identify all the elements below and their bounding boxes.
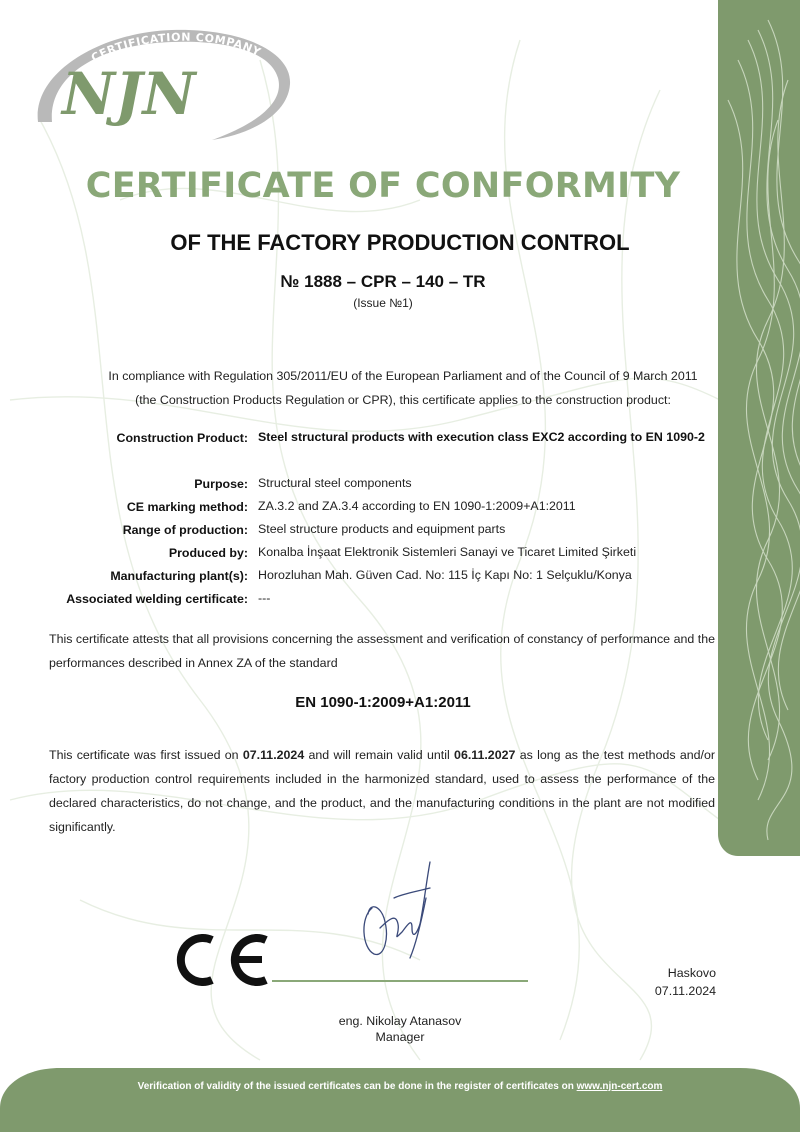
label-range-of-production: Range of production: [122,523,248,537]
value-purpose: Structural steel components [258,476,412,490]
certificate-title: CERTIFICATE OF CONFORMITY [85,166,681,206]
attestation-text: This certificate attests that all provisions concerning the assessment and verification of constancy of performance and the performances described in Annex ZA of the standard [49,632,715,670]
footer-website-link[interactable]: www.njn-cert.com [576,1081,663,1092]
value-produced-by: Konalba İnşaat Elektronik Sistemleri Sanayi ve Ticaret Limited Şirketi [258,545,637,559]
side-decoration-band [718,0,800,856]
intro-line-1: In compliance with Regulation 305/2011/EU of the European Parliament and of the Council of 9 March 2011 [108,369,698,383]
valid-until-date: 06.11.2027 [454,748,516,762]
label-ce-marking-method: CE marking method: [126,500,248,514]
logo-company-text: CERTIFICATION COMPANY [88,30,264,65]
ce-mark-icon [166,932,274,988]
signer-name: eng. Nikolay Atanasov [338,1014,462,1028]
value-welding-certificate: --- [258,591,271,605]
value-manufacturing-plant: Horozluhan Mah. Güven Cad. No: 115 İç Kapı No: 1 Selçuklu/Konya [258,568,632,582]
intro-line-2: (the Construction Products Regulation or CPR), this certificate applies to the construction product: [135,393,671,407]
signature-image [350,858,440,968]
signer-role: Manager [375,1030,425,1044]
signature-line [272,980,528,982]
certificate-subtitle: OF THE FACTORY PRODUCTION CONTROL [170,230,630,255]
issued-date: 07.11.2024 [242,748,305,762]
footer-band [0,1068,800,1132]
validity-text [49,743,715,839]
validity-part-3: as long as the test methods and/or factory production control requirements included in the harmonized standard, used to assess the performance of the declared characteristics, do not change, and the product, and the manufacturing conditions in the plant are not modified significantly. [49,748,715,834]
certificate-number: № 1888 – CPR – 140 – TR [280,272,486,291]
label-produced-by: Produced by: [168,546,248,560]
label-purpose: Purpose: [194,477,248,491]
issue-number: (Issue №1) [353,296,413,310]
place-date: 07.11.2024 [654,984,716,998]
intro-text [40,364,766,412]
validity-part-1: This certificate was first issued on [49,748,243,762]
label-welding-certificate: Associated welding certificate: [66,592,248,606]
value-construction-product: Steel structural products with execution class EXC2 according to EN 1090-2 [258,430,705,444]
place-city: Haskovo [667,966,716,980]
label-manufacturing-plant: Manufacturing plant(s): [110,569,248,583]
value-range-of-production: Steel structure products and equipment parts [258,522,506,536]
label-construction-product: Construction Product: [116,431,248,445]
value-ce-marking-method: ZA.3.2 and ZA.3.4 according to EN 1090-1:2009+A1:2011 [258,499,576,513]
njn-logo [22,22,312,162]
footer-verification-text [0,1081,800,1092]
logo-letters: NJN [62,60,196,128]
validity-part-2: and will remain valid until [304,748,455,762]
footer-text: Verification of validity of the issued certificates can be done in the register of certificates on [137,1081,577,1092]
standard-reference: EN 1090-1:2009+A1:2011 [295,694,471,711]
